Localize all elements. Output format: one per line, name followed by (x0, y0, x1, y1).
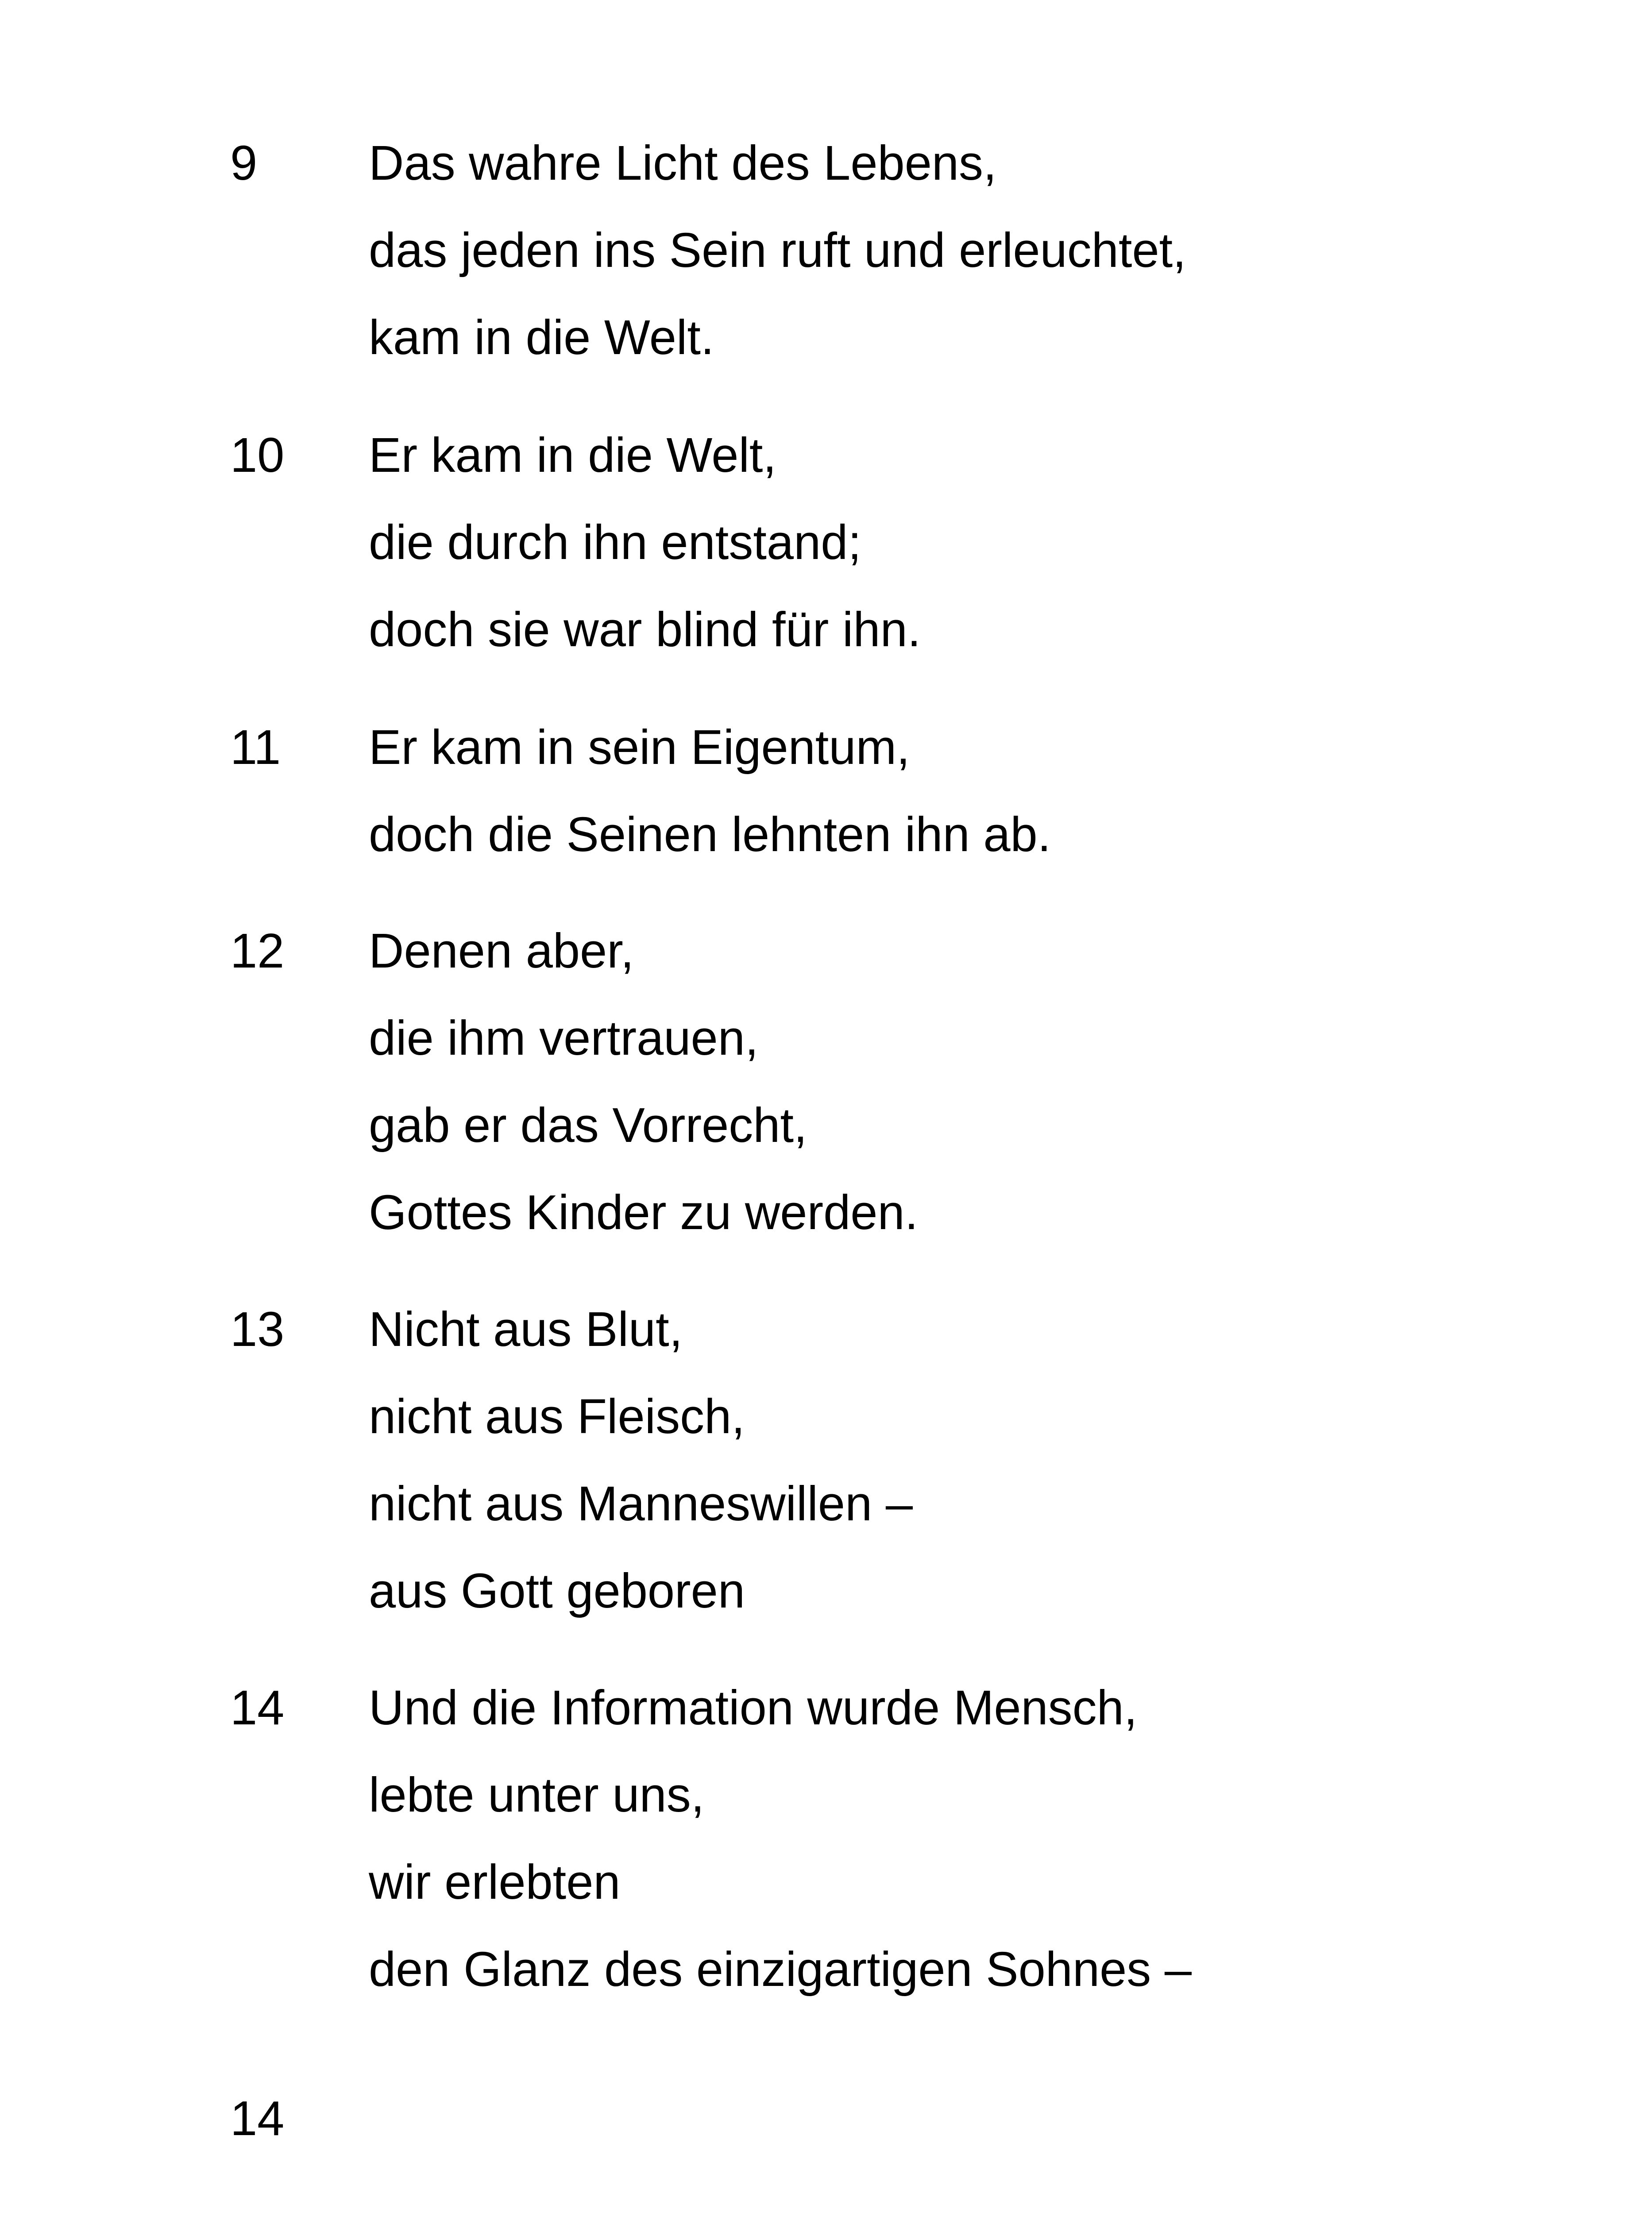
verse-number: 9 (230, 136, 258, 190)
verse-line: doch sie war blind für ihn. (369, 602, 921, 657)
verse-line: das jeden ins Sein ruft und erleuchtet, (369, 223, 1186, 278)
verse-lines (369, 120, 1186, 381)
verse-line: lebte unter uns, (369, 1768, 705, 1822)
verse-lines (369, 412, 921, 673)
verse-line: nicht aus Manneswillen – (369, 1477, 913, 1531)
verse-line: aus Gott geboren (369, 1564, 745, 1618)
verse-number: 10 (230, 428, 285, 482)
verse-line: Er kam in die Welt, (369, 428, 777, 482)
verse-number: 14 (230, 1681, 285, 1735)
verse-line: Das wahre Licht des Lebens, (369, 136, 997, 190)
verse-lines (369, 1664, 1192, 2013)
verse-number: 12 (230, 924, 285, 978)
verse-line: Denen aber, (369, 924, 634, 978)
verse-lines (369, 907, 918, 1256)
verse-line: die ihm vertrauen, (369, 1011, 759, 1065)
verse-line: Gottes Kinder zu werden. (369, 1185, 919, 1240)
verse-number: 13 (230, 1302, 285, 1357)
verse-line: wir erlebten (369, 1855, 621, 1909)
verse-line: doch die Seinen lehnten ihn ab. (369, 807, 1051, 862)
verse-line: gab er das Vorrecht, (369, 1098, 807, 1153)
verse-line: Er kam in sein Eigentum, (369, 720, 910, 775)
verse-line: den Glanz des einzigartigen Sohnes – (369, 1942, 1192, 1997)
verse-line: die durch ihn entstand; (369, 515, 861, 570)
verse-line: nicht aus Fleisch, (369, 1389, 745, 1444)
verse-lines (369, 1286, 913, 1635)
verse-line: Und die Information wurde Mensch, (369, 1681, 1138, 1735)
verse-line: kam in die Welt. (369, 310, 714, 365)
verse-lines (369, 704, 1051, 878)
verse-number: 11 (230, 720, 281, 775)
page-number: 14 (230, 2091, 285, 2146)
verse-line: Nicht aus Blut, (369, 1302, 683, 1357)
